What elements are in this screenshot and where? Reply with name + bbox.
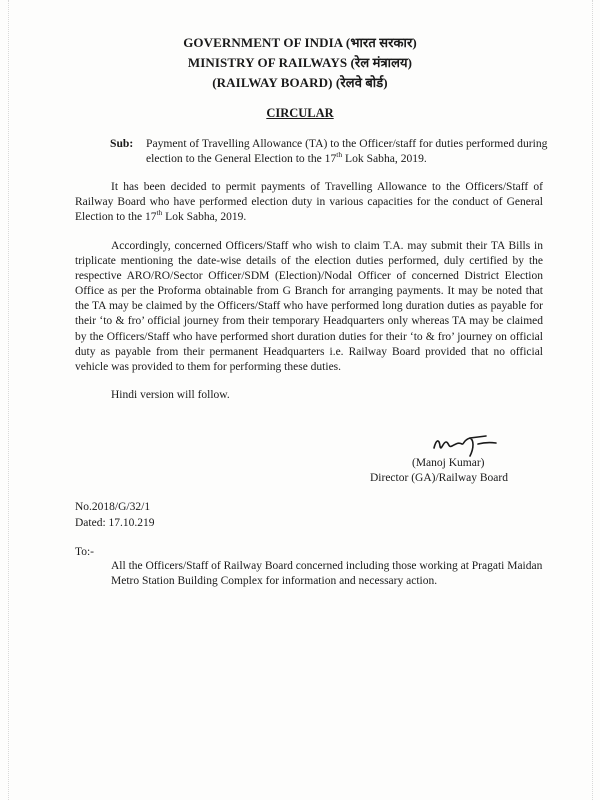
subject-superscript: th (336, 150, 343, 160)
subject-text-main: Payment of Travelling Allowance (TA) to the Officer/staff for duties performed during election to the General Election to the 17 (146, 137, 548, 165)
signatory-name: (Manoj Kumar) (412, 457, 485, 469)
paragraph-decision (75, 180, 543, 225)
letterhead (0, 33, 600, 93)
letterhead-board: (RAILWAY BOARD) (रेलवे बोर्ड) (212, 75, 388, 90)
subject-text-end: Lok Sabha, 2019. (342, 152, 427, 165)
paragraph-hindi-note: Hindi version will follow. (111, 389, 230, 401)
signatory-designation: Director (GA)/Railway Board (370, 472, 508, 484)
handwritten-signature (430, 430, 510, 458)
circular-title: CIRCULAR (266, 106, 334, 120)
paragraph-procedure: Accordingly, concerned Officers/Staff who wish to claim T.A. may submit their TA Bills in triplicate mentioning the date-wise details of the election duties performed, duly certified by the respective ARO/RO/Sector Officer/SDM (Election)/Nodal Officer of concerned District Election Office as per the Proforma obtainable from G Branch for arranging payments. It may be noted that the TA may be claimed by the Officers/Staff who have performed long duration duties as payable for their ‘to & fro’ official journey from their temporary Headquarters only whereas TA may be claimed by the Officers/Staff who have performed short duration duties for their ‘to & fro’ journey on official duty as payable from their permanent Headquarters i.e. Railway Board provided that no official vehicle was provided to them for performing these duties. (75, 240, 543, 373)
reference-date: Dated: 17.10.219 (75, 516, 155, 529)
paragraph-decision-end: Lok Sabha, 2019. (162, 211, 247, 224)
paragraph-decision-superscript: th (156, 208, 163, 218)
reference-block (75, 500, 155, 531)
letterhead-ministry: MINISTRY OF RAILWAYS (रेल मंत्रालय) (187, 55, 413, 70)
letterhead-government: GOVERNMENT OF INDIA (भारत सरकार) (183, 35, 417, 50)
addressee-text: All the Officers/Staff of Railway Board concerned including those working at Pragati Maidan Metro Station Building Complex for information and necessary action. (111, 560, 543, 587)
reference-number: No.2018/G/32/1 (75, 501, 151, 513)
subject-label: Sub: (110, 137, 134, 150)
subject-text (146, 136, 550, 166)
subject-block (110, 136, 550, 166)
addressee-label: To:- (75, 546, 94, 558)
paragraph-decision-main: It has been decided to permit payments of Travelling Allowance to the Officers/Staff of Railway Board who have performed election duty in various capacities for the conduct of General Election to the 17 (75, 181, 543, 224)
